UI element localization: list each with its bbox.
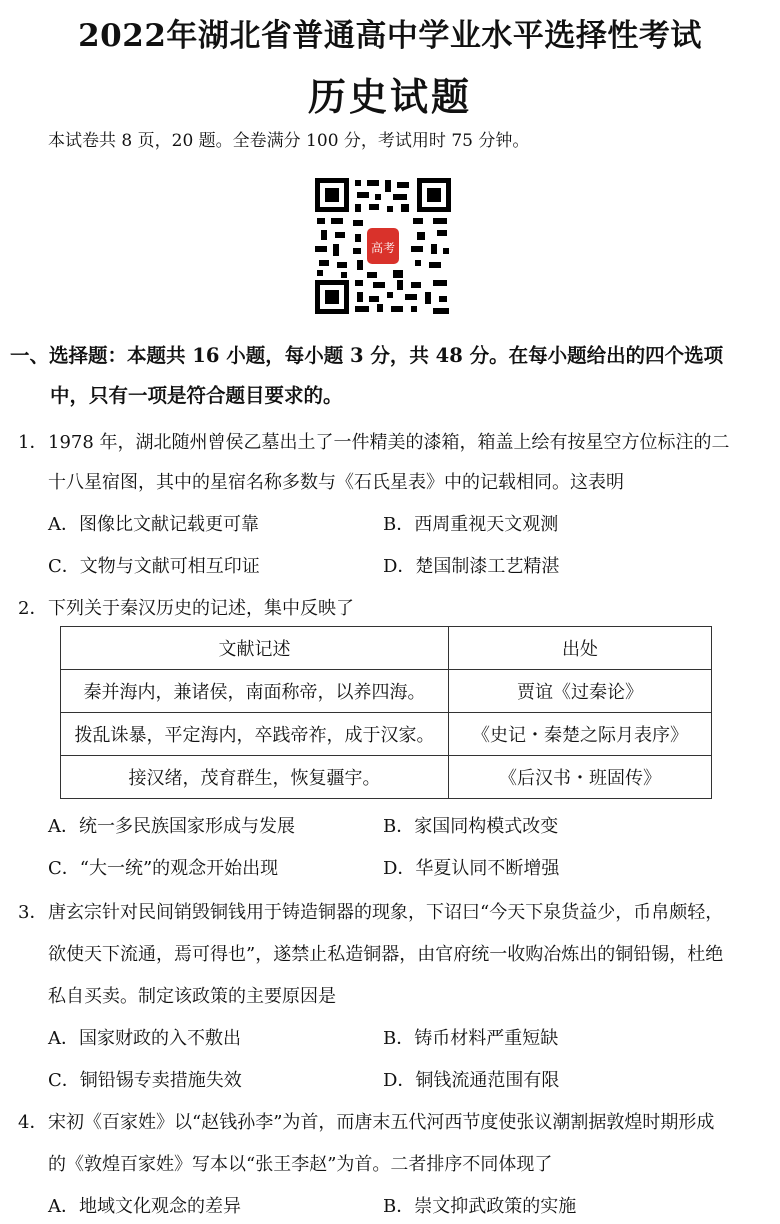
section-heading-line2: 中，只有一项是符合题目要求的。 [50, 384, 343, 407]
option-d: D．铜钱流通范围有限 [383, 1070, 560, 1091]
question-text: 下列关于秦汉历史的记述，集中反映了 [48, 598, 354, 619]
option-d: D．华夏认同不断增强 [383, 858, 560, 879]
option-a: A．国家财政的入不敷出 [48, 1028, 241, 1049]
option-c: C．文物与文献可相互印证 [48, 556, 260, 577]
table-row [61, 670, 712, 713]
question-text: 1978 年，湖北随州曾侯乙墓出土了一件精美的漆箱，箱盖上绘有按星空方位标注的二 [48, 432, 730, 453]
section-heading-line1: 一、选择题：本题共 16 小题，每小题 3 分，共 48 分。在每小题给出的四个选项 [10, 344, 724, 367]
option-a: A．统一多民族国家形成与发展 [48, 816, 295, 837]
table-row [61, 713, 712, 756]
option-a: A．图像比文献记载更可靠 [48, 514, 259, 535]
question-number: 4． [18, 1112, 48, 1133]
exam-intro: 本试卷共 8 页，20 题。全卷满分 100 分，考试用时 75 分钟。 [48, 131, 530, 151]
question-number: 3． [18, 902, 48, 923]
source-cell: 《史记・秦楚之际月表序》 [449, 713, 712, 756]
record-cell: 接汉绪，茂育群生，恢复疆宇。 [61, 756, 449, 799]
question-text: 私自买卖。制定该政策的主要原因是 [48, 986, 336, 1007]
option-b: B．铸币材料严重短缺 [383, 1028, 559, 1049]
question-text: 十八星宿图，其中的星宿名称多数与《石氏星表》中的记载相同。这表明 [48, 472, 624, 493]
record-cell: 秦并海内，兼诸侯，南面称帝，以养四海。 [61, 670, 449, 713]
question-text: 的《敦煌百家姓》写本以“张王李赵”为首。二者排序不同体现了 [48, 1154, 553, 1175]
option-a: A．地域文化观念的差异 [48, 1196, 241, 1217]
qr-seal-text: 高考 [370, 241, 396, 255]
table-header-row [61, 627, 712, 670]
question-text: 宋初《百家姓》以“赵钱孙李”为首，而唐末五代河西节度使张议潮割据敦煌时期形成 [48, 1112, 715, 1133]
option-b: B．西周重视天文观测 [383, 514, 559, 535]
source-cell: 《后汉书・班固传》 [449, 756, 712, 799]
qr-code [313, 176, 453, 316]
question-number: 1． [18, 432, 48, 453]
column-header-source: 出处 [449, 627, 712, 670]
option-c: C．“大一统”的观念开始出现 [48, 858, 279, 879]
subject-title: 历史试题 [307, 74, 472, 119]
exam-title: 2022年湖北省普通高中学业水平选择性考试 [78, 18, 702, 54]
table-row [61, 756, 712, 799]
question-text: 欲使天下流通，焉可得也”，遂禁止私造铜器，由官府统一收购冶炼出的铜铅锡，杜绝 [48, 944, 724, 965]
column-header-record: 文献记述 [61, 627, 449, 670]
question-number: 2． [18, 598, 48, 619]
source-cell: 贾谊《过秦论》 [449, 670, 712, 713]
source-table [60, 626, 712, 799]
option-d: D．楚国制漆工艺精湛 [383, 556, 560, 577]
option-c: C．铜铅锡专卖措施失效 [48, 1070, 242, 1091]
record-cell: 拨乱诛暴，平定海内，卒践帝祚，成于汉家。 [61, 713, 449, 756]
option-b: B．崇文抑武政策的实施 [383, 1196, 577, 1217]
question-text: 唐玄宗针对民间销毁铜钱用于铸造铜器的现象，下诏曰“今天下泉货益少，币帛颇轻， [48, 902, 724, 923]
option-b: B．家国同构模式改变 [383, 816, 559, 837]
